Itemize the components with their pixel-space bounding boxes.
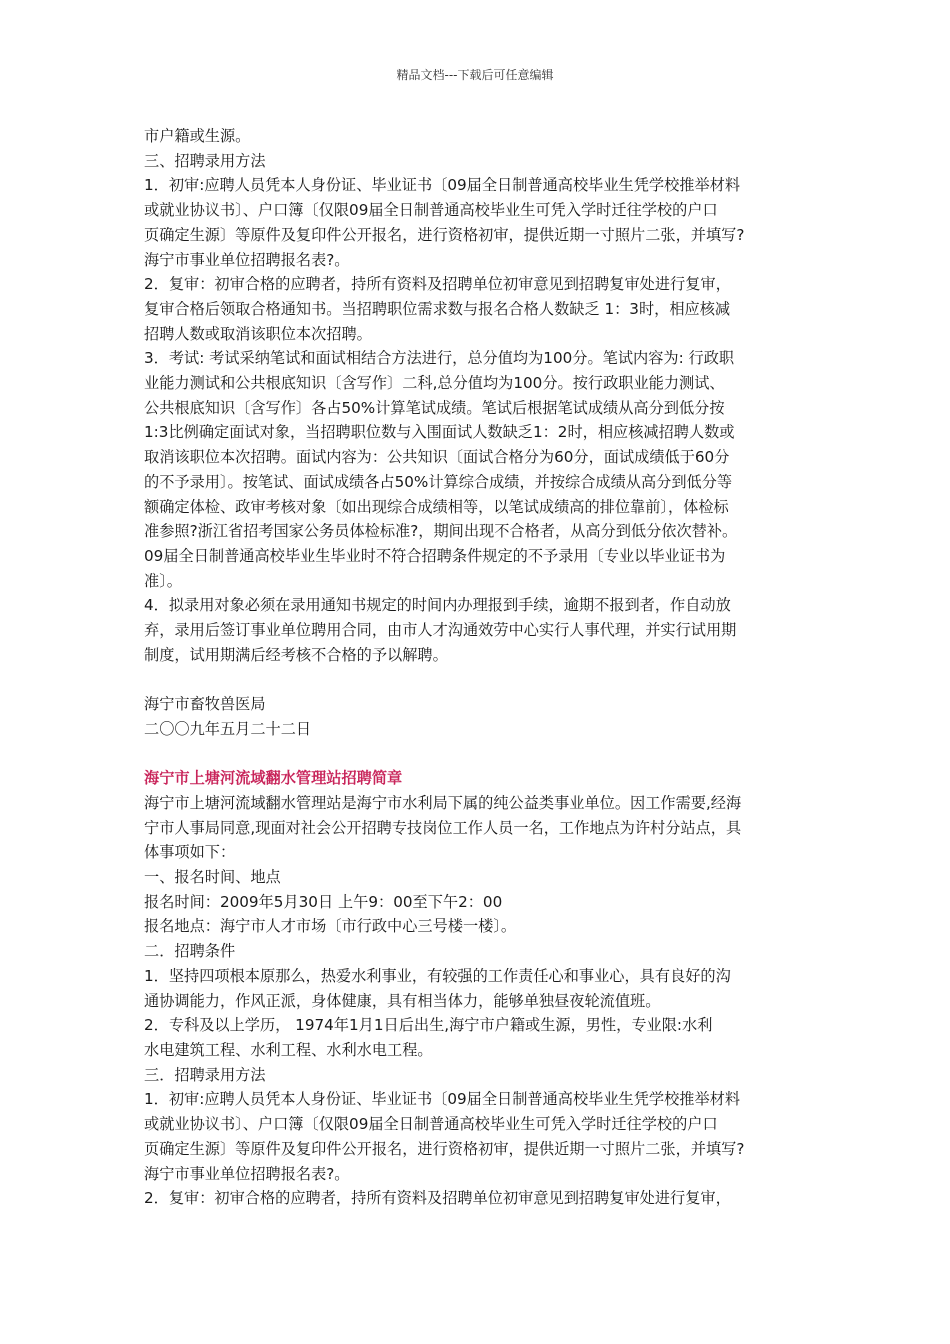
text-line: 制度，试用期满后经考核不合格的予以解聘。 [144, 645, 448, 664]
text-line: 1．初审:应聘人员凭本人身份证、毕业证书〔09届全日制普通高校毕业生凭学校推举材料 [144, 1090, 741, 1109]
text-line: 09届全日制普通高校毕业生毕业时不符合招聘条件规定的不予录用〔专业以毕业证书为 [144, 546, 726, 565]
text-line: 三、招聘录用方法 [144, 151, 266, 170]
text-line: 水电建筑工程、水利工程、水利水电工程。 [144, 1040, 433, 1059]
page-header: 精品文档---下载后可任意编辑 [396, 68, 554, 82]
text-line: 2．复审：初审合格的应聘者，持所有资料及招聘单位初审意见到招聘复审处进行复审， [144, 1189, 731, 1208]
text-line: 海宁市上塘河流域翻水管理站是海宁市水利局下属的纯公益类事业单位。因工作需要,经海 [144, 793, 742, 812]
text-line: 报名地点：海宁市人才市场〔市行政中心三号楼一楼〕。 [144, 917, 517, 936]
text-line: 通协调能力，作风正派，身体健康，具有相当体力，能够单独昼夜轮流值班。 [144, 991, 661, 1010]
blank-line [144, 667, 814, 692]
section-recruitment-methods [144, 124, 814, 667]
signature-block [144, 692, 814, 741]
text-line: 弃，录用后签订事业单位聘用合同，由市人才沟通效劳中心实行人事代理，并实行试用期 [144, 621, 737, 640]
text-line: 二．招聘条件 [144, 942, 236, 961]
text-line: 1．初审:应聘人员凭本人身份证、毕业证书〔09届全日制普通高校毕业生凭学校推举材料 [144, 176, 741, 195]
text-line: 额确定体检、政审考核对象〔如出现综合成绩相等，以笔试成绩高的排位靠前〕，体检标 [144, 497, 729, 516]
text-line: 1．坚持四项根本原那么，热爱水利事业，有较强的工作责任心和事业心，具有良好的沟 [144, 966, 731, 985]
text-line: 三．招聘录用方法 [144, 1065, 266, 1084]
blank-line [144, 742, 814, 767]
text-line: 体事项如下： [144, 843, 236, 862]
signature-date: 二〇〇九年五月二十二日 [144, 719, 312, 738]
text-line: 招聘人数或取消该职位本次招聘。 [144, 324, 372, 343]
text-line: 海宁市事业单位招聘报名表?。 [144, 1164, 350, 1183]
text-line: 页确定生源〕等原件及复印件公开报名，进行资格初审，提供近期一寸照片二张，并填写? [144, 225, 745, 244]
text-line: 页确定生源〕等原件及复印件公开报名，进行资格初审，提供近期一寸照片二张，并填写? [144, 1139, 745, 1158]
document-body [144, 124, 814, 1211]
text-line: 业能力测试和公共根底知识〔含写作〕二科,总分值均为100分。按行政职业能力测试、 [144, 374, 725, 393]
text-line: 或就业协议书〕、户口簿〔仅限09届全日制普通高校毕业生可凭入学时迁往学校的户口 [144, 201, 718, 220]
text-line: 市户籍或生源。 [144, 127, 251, 145]
text-line: 海宁市事业单位招聘报名表?。 [144, 250, 350, 269]
text-line: 公共根底知识〔含写作〕各占50%计算笔试成绩。笔试后根据笔试成绩从高分到低分按 [144, 398, 725, 417]
text-line: 4．拟录用对象必须在录用通知书规定的时间内办理报到手续，逾期不报到者，作自动放 [144, 596, 731, 615]
text-line: 宁市人事局同意,现面对社会公开招聘专技岗位工作人员一名，工作地点为许村分站点，具 [144, 818, 742, 837]
section-announcement-body [144, 791, 814, 1211]
announcement-title: 海宁市上塘河流域翻水管理站招聘简章 [144, 769, 403, 788]
text-line: 复审合格后领取合格通知书。当招聘职位需求数与报名合格人数缺乏 1：3时，相应核减 [144, 299, 731, 318]
text-line: 1:3比例确定面试对象，当招聘职位数与入围面试人数缺乏1：2时，相应核减招聘人数或 [144, 423, 735, 442]
signature-organization: 海宁市畜牧兽医局 [144, 695, 266, 714]
text-line: 2．复审：初审合格的应聘者，持所有资料及招聘单位初审意见到招聘复审处进行复审， [144, 275, 731, 294]
text-line: 2．专科及以上学历， 1974年1月1日后出生,海宁市户籍或生源，男性，专业限:水利 [144, 1016, 713, 1035]
text-line: 取消该职位本次招聘。面试内容为：公共知识〔面试合格分为60分，面试成绩低于60分 [144, 448, 730, 467]
text-line: 准〕。 [144, 571, 182, 590]
text-line: 的不予录用〕。按笔试、面试成绩各占50%计算综合成绩，并按综合成绩从高分到低分等 [144, 472, 733, 491]
text-line: 报名时间：2009年5月30日 上午9：00至下午2：00 [144, 892, 503, 911]
text-line: 或就业协议书〕、户口簿〔仅限09届全日制普通高校毕业生可凭入学时迁往学校的户口 [144, 1115, 718, 1134]
text-line: 一、报名时间、地点 [144, 868, 281, 887]
text-line: 3．考试: 考试采纳笔试和面试相结合方法进行，总分值均为100分。笔试内容为: 行政职 [144, 349, 735, 368]
text-line: 准参照?浙江省招考国家公务员体检标准?，期间出现不合格者，从高分到低分依次替补。 [144, 522, 738, 541]
